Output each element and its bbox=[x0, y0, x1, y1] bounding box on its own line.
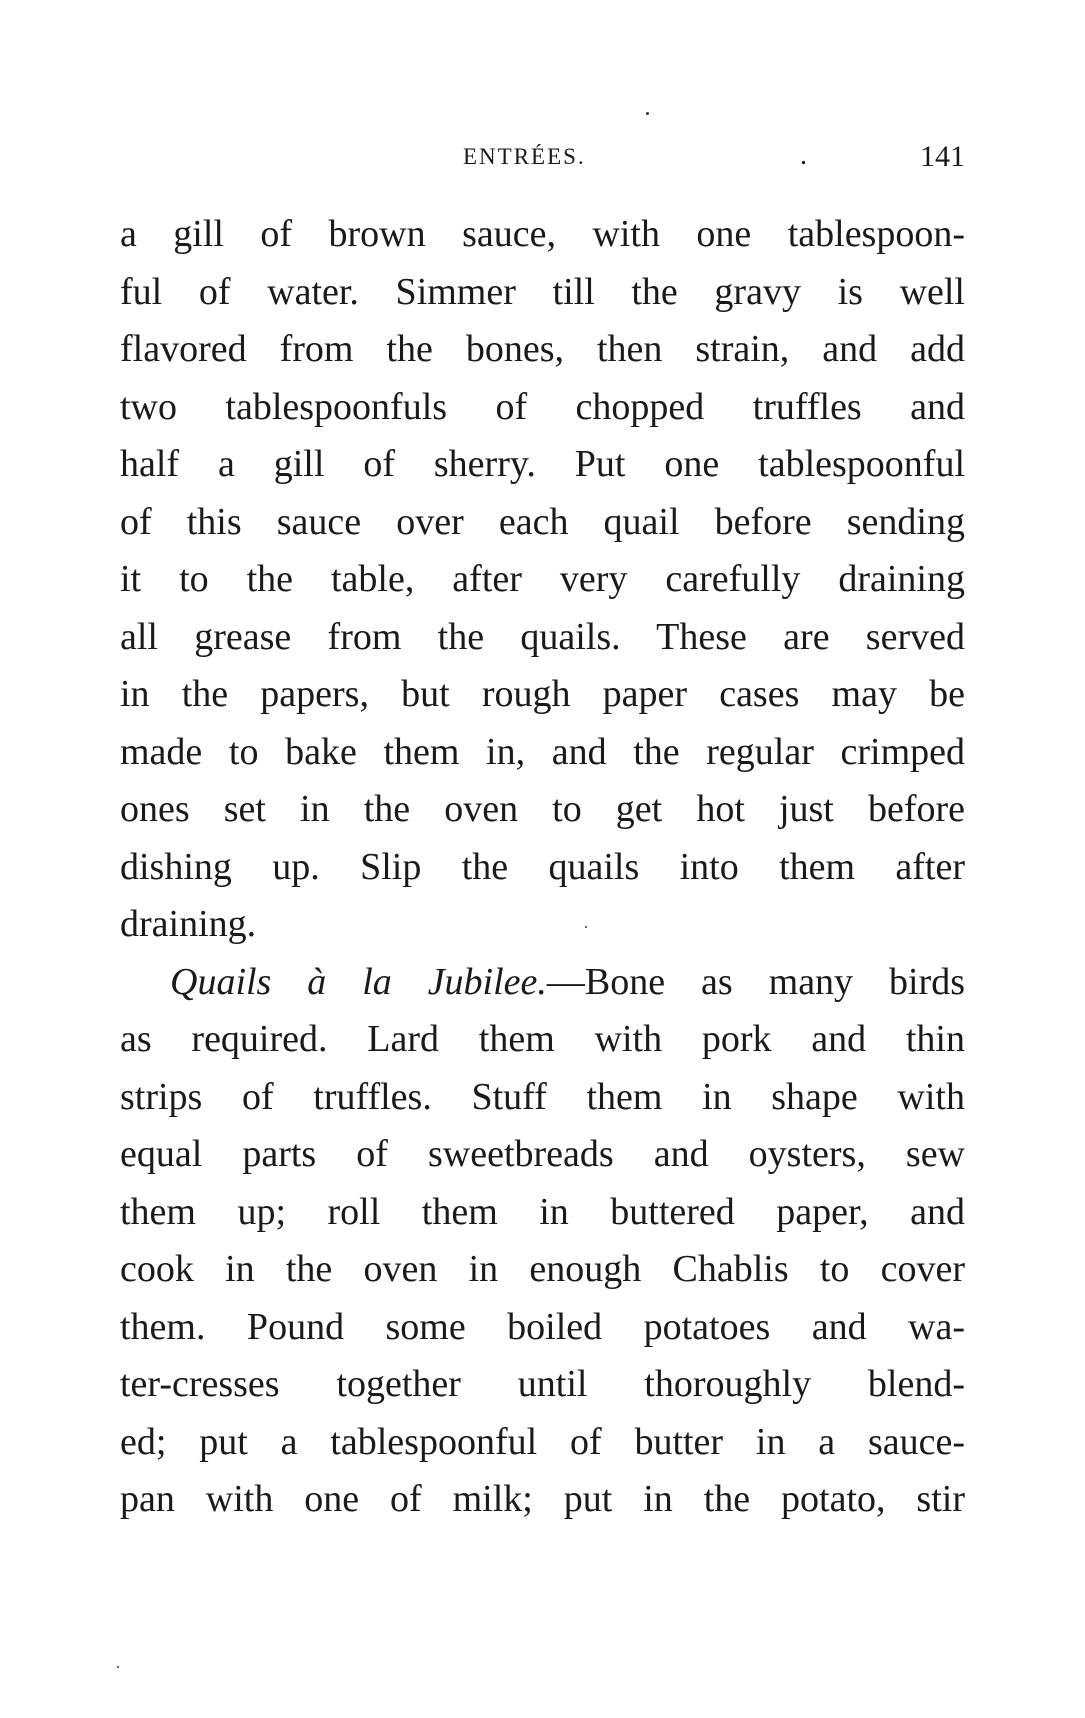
print-speck bbox=[585, 926, 587, 928]
text-line: pan with one of milk; put in the potato, stir bbox=[120, 1478, 965, 1520]
print-speck bbox=[646, 112, 649, 115]
text-line: them. Pound some boiled potatoes and wa- bbox=[120, 1305, 965, 1348]
text-line: them up; roll them in buttered paper, and bbox=[120, 1190, 965, 1233]
text-line: a gill of brown sauce, with one tablespoon- bbox=[120, 213, 965, 255]
text-line: cook in the oven in enough Chablis to cover bbox=[120, 1248, 965, 1290]
text-line: half a gill of sherry. Put one tablespoonful bbox=[120, 443, 965, 485]
text-line: ones set in the oven to get hot just before bbox=[120, 788, 965, 830]
running-head bbox=[120, 140, 965, 180]
text-line: ed; put a tablespoonful of butter in a sauce- bbox=[120, 1420, 965, 1463]
print-speck bbox=[117, 1666, 119, 1668]
body-text bbox=[120, 206, 965, 1529]
text-line: as required. Lard them with pork and thin bbox=[120, 1018, 965, 1060]
text-line: equal parts of sweetbreads and oysters, sew bbox=[120, 1133, 965, 1175]
text-line: draining. bbox=[120, 903, 257, 945]
text-line: made to bake them in, and the regular crimped bbox=[120, 730, 965, 773]
text-line: dishing up. Slip the quails into them after bbox=[120, 845, 965, 888]
text-line: flavored from the bones, then strain, and add bbox=[120, 328, 965, 370]
text-line: all grease from the quails. These are served bbox=[120, 615, 965, 658]
text-line: strips of truffles. Stuff them in shape with bbox=[120, 1075, 965, 1118]
recipe-heading: Quails à la Jubilee. bbox=[170, 960, 547, 1003]
header-dot: . bbox=[800, 140, 807, 171]
text-line: in the papers, but rough paper cases may be bbox=[120, 673, 965, 715]
text-run: —Bone as many birds bbox=[546, 960, 965, 1003]
text-line: of this sauce over each quail before sending bbox=[120, 500, 965, 543]
page-number: 141 bbox=[920, 140, 965, 173]
text-line: it to the table, after very carefully draining bbox=[120, 558, 965, 600]
paragraph-first-line bbox=[120, 954, 965, 1012]
text-line: ful of water. Simmer till the gravy is well bbox=[120, 270, 965, 313]
chapter-title: ENTRÉES. bbox=[463, 144, 586, 169]
text-line: two tablespoonfuls of chopped truffles and bbox=[120, 385, 965, 428]
text-line: ter-cresses together until thoroughly blend- bbox=[120, 1363, 965, 1405]
